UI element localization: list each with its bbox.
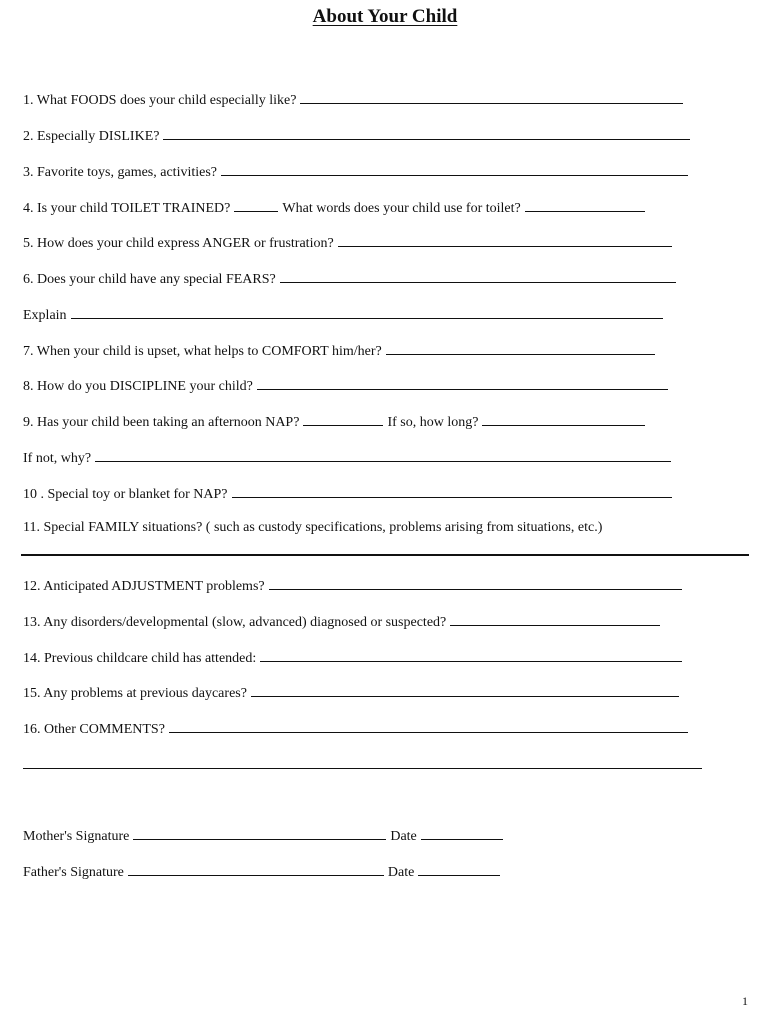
question-adjustment: [23, 576, 682, 594]
page-title: About Your Child: [312, 6, 458, 27]
question-label: 7. When your child is upset, what helps to COMFORT him/her?: [23, 344, 382, 359]
father-signature-field[interactable]: [128, 862, 384, 876]
question-fears-explain: [23, 305, 663, 323]
question-label: 1. What FOODS does your child especially like?: [23, 93, 297, 108]
question-discipline: [23, 376, 668, 394]
question-nap-ifnot: [23, 448, 671, 466]
date-label: Date: [390, 829, 417, 844]
question-anger: [23, 233, 672, 251]
question-comfort: [23, 341, 655, 359]
comments-field[interactable]: [169, 719, 688, 733]
question-disorders: [23, 612, 660, 630]
question-label: 11. Special FAMILY situations? ( such as custody specifications, problems arising from situations, etc.): [23, 520, 603, 535]
disorders-field[interactable]: [450, 612, 660, 626]
question-label: 13. Any disorders/developmental (slow, advanced) diagnosed or suspected?: [23, 615, 447, 630]
comfort-field[interactable]: [386, 341, 655, 355]
nap-why-field[interactable]: [95, 448, 671, 462]
previous-childcare-field[interactable]: [260, 648, 682, 662]
question-label: What words does your child use for toilet?: [282, 201, 521, 216]
nap-length-field[interactable]: [482, 412, 645, 426]
question-label: 15. Any problems at previous daycares?: [23, 686, 247, 701]
question-foods-like: [23, 90, 683, 108]
explain-field[interactable]: [71, 305, 663, 319]
question-label: 4. Is your child TOILET TRAINED?: [23, 201, 231, 216]
nap-toy-field[interactable]: [232, 484, 672, 498]
question-daycare-problems: [23, 683, 679, 701]
question-label: 8. How do you DISCIPLINE your child?: [23, 379, 253, 394]
question-label: If not, why?: [23, 451, 92, 466]
question-label: If so, how long?: [387, 415, 479, 430]
question-label: 10 . Special toy or blanket for NAP?: [23, 487, 228, 502]
question-fears: [23, 269, 676, 287]
comments-extra-line[interactable]: [23, 768, 702, 769]
question-label: Explain: [23, 308, 67, 323]
question-dislike: [23, 126, 690, 144]
father-date-field[interactable]: [418, 862, 500, 876]
mother-signature-row: [23, 826, 503, 844]
mother-date-field[interactable]: [421, 826, 503, 840]
fears-field[interactable]: [280, 269, 676, 283]
question-favorites: [23, 162, 688, 180]
adjustment-field[interactable]: [269, 576, 682, 590]
question-family: [23, 519, 602, 537]
question-comments: [23, 719, 688, 737]
father-signature-row: [23, 862, 500, 880]
question-label: 16. Other COMMENTS?: [23, 722, 165, 737]
question-toilet-trained: [23, 198, 645, 216]
question-label: 12. Anticipated ADJUSTMENT problems?: [23, 579, 265, 594]
question-label: 9. Has your child been taking an afternoon NAP?: [23, 415, 300, 430]
foods-like-field[interactable]: [300, 90, 683, 104]
question-label: 3. Favorite toys, games, activities?: [23, 165, 218, 180]
question-label: 14. Previous childcare child has attended:: [23, 651, 257, 666]
dislike-field[interactable]: [163, 126, 690, 140]
question-label: 5. How does your child express ANGER or frustration?: [23, 236, 334, 251]
discipline-field[interactable]: [257, 376, 668, 390]
anger-field[interactable]: [338, 233, 672, 247]
mother-signature-field[interactable]: [133, 826, 386, 840]
question-nap-toy: [23, 484, 672, 502]
toilet-words-field[interactable]: [525, 198, 645, 212]
daycare-problems-field[interactable]: [251, 683, 679, 697]
favorites-field[interactable]: [221, 162, 688, 176]
question-label: 2. Especially DISLIKE?: [23, 129, 160, 144]
nap-field[interactable]: [303, 412, 383, 426]
question-previous-childcare: [23, 648, 682, 666]
question-label: 6. Does your child have any special FEARS?: [23, 272, 276, 287]
question-nap: [23, 412, 645, 430]
mother-signature-label: Mother's Signature: [23, 829, 130, 844]
toilet-trained-field[interactable]: [234, 198, 278, 212]
section-divider: [21, 554, 749, 556]
father-signature-label: Father's Signature: [23, 865, 124, 880]
page-number: 1: [742, 994, 748, 1008]
date-label: Date: [387, 865, 415, 880]
